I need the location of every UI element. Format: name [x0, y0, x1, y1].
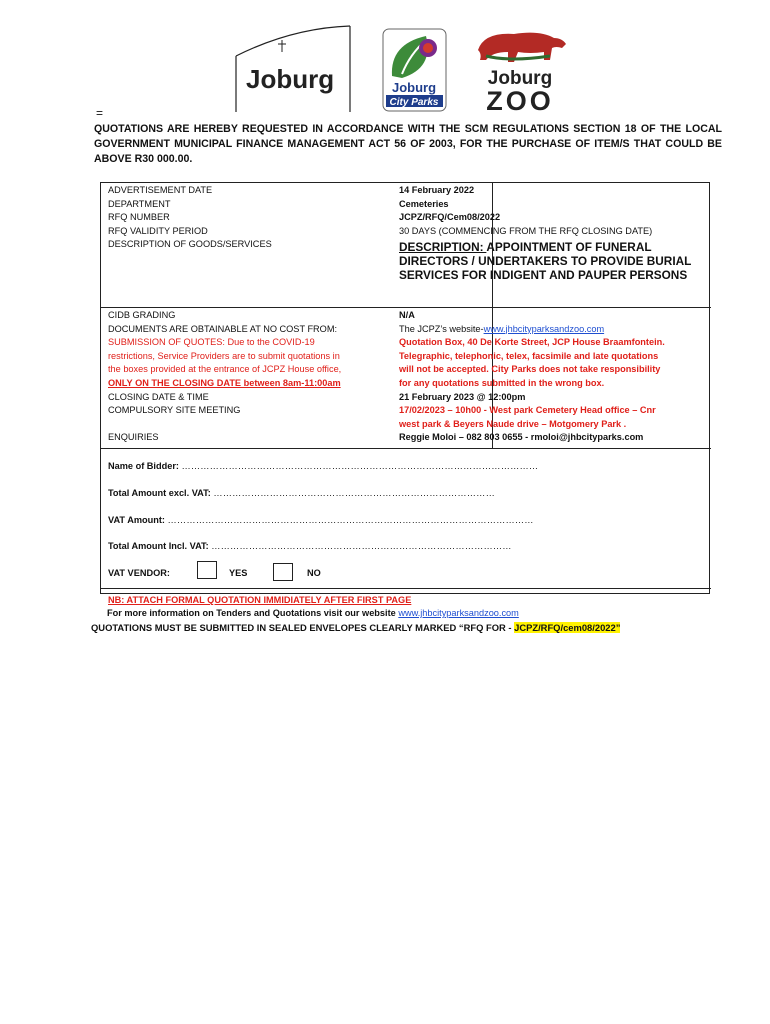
city-parks-logo-mark: [382, 28, 447, 112]
city-parks-logo: [382, 28, 447, 112]
total-incl-vat-dots: ……………………………………………………………………………………: [211, 541, 512, 551]
value-submission-line-1: Quotation Box, 40 De Korte Street, JCP House Braamfontein.: [399, 337, 665, 348]
rfq-details-table: [100, 182, 710, 605]
vat-vendor-label: VAT VENDOR:: [108, 568, 170, 578]
zoo-animal-icon: [470, 26, 570, 112]
total-excl-vat-dots: ………………………………………………………………………………: [213, 488, 495, 498]
value-description: [399, 240, 705, 283]
label-site-meeting: COMPULSORY SITE MEETING: [108, 405, 241, 416]
value-department: Cemeteries: [399, 198, 449, 209]
label-submission-emphasis: ONLY ON THE CLOSING DATE between 8am-11:00am: [108, 378, 341, 388]
joburg-logo: [232, 22, 352, 114]
intro-statement: QUOTATIONS ARE HEREBY REQUESTED IN ACCORDANCE WITH THE SCM REGULATIONS SECTION 18 OF THE LOCAL GOVERNMENT MUNICIPAL FINANCE MANAGEMENT ACT 56 OF 2003, FOR THE PURCHASE OF ITEM/S THAT COULD BE ABOVE R30 000.00.: [94, 123, 722, 165]
documents-link[interactable]: www.jhbcityparksandzoo.com: [483, 323, 605, 334]
row-divider: [101, 588, 711, 589]
label-submission-line-3: the boxes provided at the entrance of JCPZ House office,: [108, 364, 342, 375]
label-closing: CLOSING DATE & TIME: [108, 391, 209, 402]
value-submission-line-2: Telegraphic, telephonic, telex, facsimile and late quotations: [399, 350, 659, 361]
row-divider: [101, 448, 711, 449]
value-cidb: N/A: [399, 310, 415, 320]
label-rfq-number: RFQ NUMBER: [108, 212, 170, 223]
label-submission-line-2: restrictions, Service Providers are to submit quotations in: [108, 350, 340, 361]
documents-text: The JCPZ’s website-: [399, 323, 484, 334]
total-incl-vat-field[interactable]: [108, 541, 512, 551]
equals-mark: =: [96, 106, 104, 120]
value-closing: 21 February 2023 @ 12:00pm: [399, 391, 526, 402]
more-info-link[interactable]: www.jhbcityparksandzoo.com: [398, 608, 519, 618]
description-prefix: DESCRIPTION:: [399, 240, 487, 254]
bidder-name-label: Name of Bidder:: [108, 461, 182, 471]
vat-amount-dots: ………………………………………………………………………………………………………: [167, 515, 534, 525]
row-divider: [101, 307, 711, 308]
value-submission-line-4: for any quotations submitted in the wrong box.: [399, 378, 605, 388]
label-cidb: CIDB GRADING: [108, 310, 176, 320]
value-validity: 30 DAYS (COMMENCING FROM THE RFQ CLOSING DATE): [399, 225, 653, 236]
vat-amount-field[interactable]: [108, 515, 534, 525]
footer-rfq-reference: JCPZ/RFQ/cem08/2022”: [514, 622, 621, 633]
attach-quotation-note: NB: ATTACH FORMAL QUOTATION IMMIDIATELY AFTER FIRST PAGE: [108, 595, 412, 605]
zoo-logo-top: Joburg: [487, 68, 553, 89]
vat-vendor-no-checkbox[interactable]: [273, 563, 293, 581]
bidder-name-dots: ……………………………………………………………………………………………………: [181, 461, 539, 471]
city-parks-logo-top: Joburg: [391, 80, 437, 95]
joburg-logo-text: Joburg: [246, 64, 335, 94]
value-site-meeting-line-1: 17/02/2023 – 10h00 - West park Cemetery Head office – Cnr: [399, 405, 656, 416]
total-excl-vat-field[interactable]: [108, 488, 495, 498]
zoo-logo-bottom: ZOO: [486, 86, 554, 112]
label-validity: RFQ VALIDITY PERIOD: [108, 225, 208, 236]
label-description: DESCRIPTION OF GOODS/SERVICES: [108, 239, 272, 250]
value-rfq-number: JCPZ/RFQ/Cem08/2022: [399, 212, 501, 223]
joburg-zoo-logo: [470, 26, 570, 112]
joburg-logo-mark: [232, 22, 352, 114]
description-text: APPOINTMENT OF FUNERAL DIRECTORS / UNDERTAKERS TO PROVIDE BURIAL SERVICES FOR INDIGENT AND PAUPER PERSONS: [399, 240, 692, 283]
value-submission-line-3: will not be accepted. City Parks does not take responsibility: [399, 364, 661, 375]
vat-vendor-no-label: NO: [307, 568, 321, 578]
label-advertisement-date: ADVERTISEMENT DATE: [108, 185, 213, 195]
value-enquiries: Reggie Moloi – 082 803 0655 - rmoloi@jhbcityparks.com: [399, 432, 644, 443]
footer-text: QUOTATIONS MUST BE SUBMITTED IN SEALED ENVELOPES CLEARLY MARKED “RFQ FOR -: [91, 622, 515, 633]
label-department: DEPARTMENT: [108, 198, 171, 209]
label-enquiries: ENQUIRIES: [108, 432, 159, 443]
vat-vendor-yes-label: YES: [229, 568, 248, 578]
bidder-name-field[interactable]: [108, 461, 538, 471]
total-incl-vat-label: Total Amount Incl. VAT:: [108, 541, 212, 551]
more-info-note: [107, 608, 519, 618]
value-documents: [399, 323, 604, 337]
vat-amount-label: VAT Amount:: [108, 515, 168, 525]
vat-vendor-yes-checkbox[interactable]: [197, 561, 217, 579]
more-info-text: For more information on Tenders and Quotations visit our website: [107, 608, 399, 618]
value-site-meeting-line-2: west park & Beyers Naude drive – Motgomery Park .: [399, 418, 627, 429]
total-excl-vat-label: Total Amount excl. VAT:: [108, 488, 214, 498]
label-documents: DOCUMENTS ARE OBTAINABLE AT NO COST FROM:: [108, 323, 338, 334]
sealed-envelope-instruction: [91, 622, 620, 633]
label-submission-line-1: SUBMISSION OF QUOTES: Due to the COVID-19: [108, 337, 315, 348]
value-advertisement-date: 14 February 2022: [399, 185, 475, 195]
city-parks-logo-bottom: City Parks: [389, 97, 439, 108]
